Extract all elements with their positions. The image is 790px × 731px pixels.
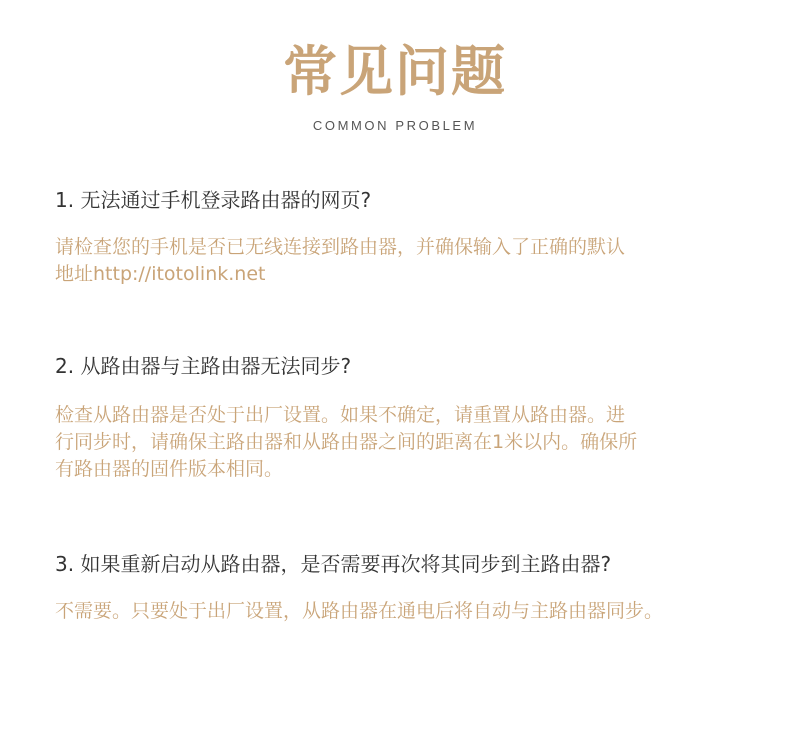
faq-item-2 — [55, 352, 755, 483]
faq-question-1: 1. 无法通过手机登录路由器的网页? — [55, 188, 372, 212]
faq-answer-1 — [55, 234, 755, 288]
page-subtitle: COMMON PROBLEM — [312, 118, 478, 133]
faq-answer-2-line-1: 检查从路由器是否处于出厂设置。如果不确定，请重置从路由器。进 — [55, 404, 626, 426]
faq-answer-2-line-2: 行同步时，请确保主路由器和从路由器之间的距离在1米以内。确保所 — [55, 431, 638, 453]
faq-answer-2 — [55, 402, 755, 483]
faq-question-2: 2. 从路由器与主路由器无法同步? — [55, 354, 352, 378]
page-title: 常见问题 — [283, 40, 507, 103]
faq-item-1 — [55, 186, 755, 288]
faq-answer-3-line-1: 不需要。只要处于出厂设置，从路由器在通电后将自动与主路由器同步。 — [55, 600, 664, 622]
faq-answer-1-line-1: 请检查您的手机是否已无线连接到路由器，并确保输入了正确的默认 — [55, 236, 626, 258]
faq-answer-2-line-3: 有路由器的固件版本相同。 — [55, 458, 284, 480]
page-header — [0, 40, 790, 133]
faq-answer-1-line-2: 地址http://itotolink.net — [55, 263, 266, 285]
faq-question-3: 3. 如果重新启动从路由器，是否需要再次将其同步到主路由器? — [55, 552, 612, 576]
faq-answer-3 — [55, 598, 755, 625]
faq-item-3 — [55, 550, 755, 625]
